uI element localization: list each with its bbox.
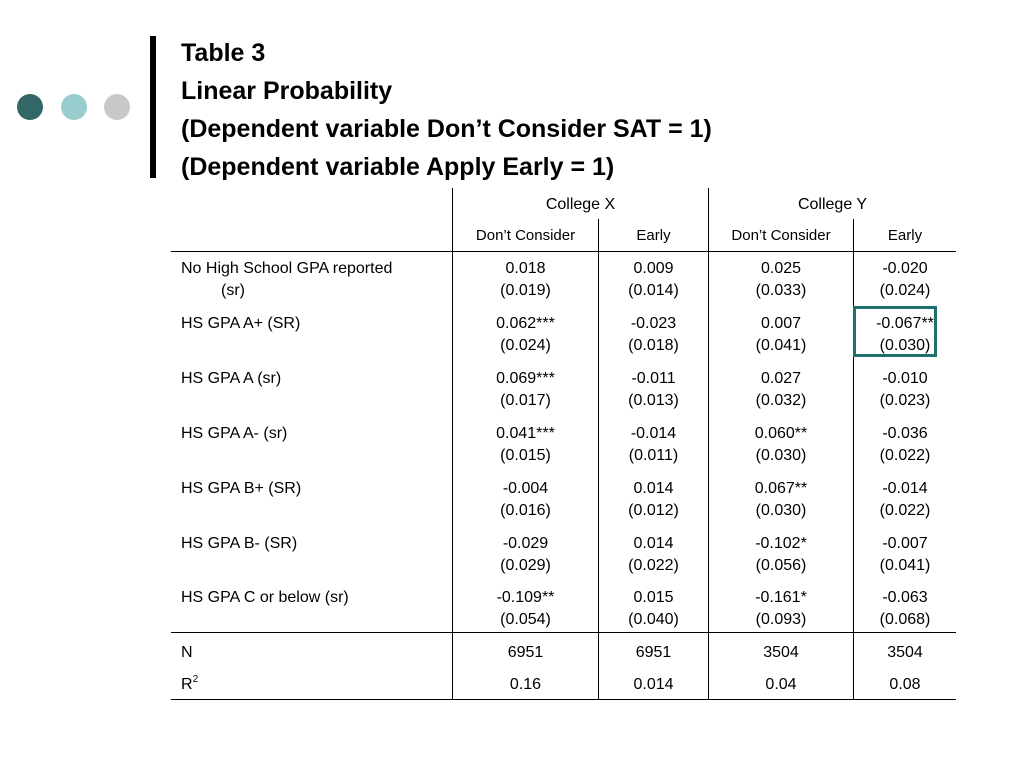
table-rule-header	[171, 251, 956, 252]
decor-dot-teal	[61, 94, 87, 120]
coef-cell	[599, 258, 708, 302]
coef-value: 0.009	[633, 260, 674, 277]
coef-value: -0.010	[882, 370, 928, 387]
coef-value: 0.007	[760, 315, 802, 332]
coef-cell	[599, 478, 708, 522]
coef-value: 0.015	[633, 589, 674, 606]
row-label	[181, 258, 392, 302]
coef-cell	[854, 478, 956, 522]
coef-cell	[453, 478, 598, 522]
coef-cell	[599, 313, 708, 357]
coef-cell	[854, 368, 956, 412]
title-accent-bar	[150, 36, 156, 178]
row-label-text: HS GPA A- (sr)	[181, 425, 288, 442]
coef-cell	[709, 478, 853, 522]
coef-value: -0.161*	[755, 589, 807, 606]
subheader-x-early: Early	[636, 227, 671, 244]
coef-value: -0.109**	[496, 589, 555, 606]
row-label-text: HS GPA A+ (SR)	[181, 315, 301, 332]
n-value: 6951	[507, 644, 544, 661]
coef-value: -0.102*	[755, 535, 807, 552]
title-line-4: (Dependent variable Apply Early = 1)	[181, 153, 615, 181]
se-value: (0.056)	[755, 557, 807, 574]
coef-cell	[854, 533, 956, 577]
se-value: (0.015)	[500, 447, 551, 464]
se-value: (0.016)	[500, 502, 551, 519]
se-value: (0.030)	[879, 337, 931, 354]
coef-value: 0.069***	[496, 370, 555, 387]
highlight-box	[853, 306, 937, 357]
coef-value: 0.014	[633, 480, 674, 497]
r2-label	[181, 674, 198, 696]
coef-cell	[709, 533, 853, 577]
coef-value: 0.014	[633, 535, 674, 552]
coef-value: 0.067**	[754, 480, 808, 497]
coef-cell	[709, 313, 853, 357]
table-rule-bottom	[171, 699, 956, 700]
slide-title	[181, 34, 712, 186]
se-value: (0.041)	[879, 557, 931, 574]
coef-value: -0.007	[882, 535, 928, 552]
coef-value: -0.004	[502, 480, 549, 497]
coef-cell	[599, 587, 708, 631]
r2-value: 0.16	[509, 676, 542, 693]
se-value: (0.033)	[755, 282, 807, 299]
coef-cell	[854, 587, 956, 631]
coef-value: -0.036	[882, 425, 928, 442]
coef-cell	[453, 368, 598, 412]
subheader-y-dont-consider: Don’t Consider	[731, 227, 831, 244]
row-label-text: HS GPA B+ (SR)	[181, 480, 302, 497]
r2-letter: R	[181, 676, 193, 693]
title-line-1: Table 3	[181, 39, 266, 67]
se-value: (0.017)	[500, 392, 551, 409]
se-value: (0.040)	[628, 611, 679, 628]
se-value: (0.013)	[628, 392, 679, 409]
se-value: (0.012)	[628, 502, 679, 519]
coef-value: -0.020	[882, 260, 928, 277]
subheader-y-early: Early	[887, 227, 923, 244]
coef-value: -0.014	[882, 480, 928, 497]
coef-value: 0.062***	[496, 315, 555, 332]
coef-cell	[453, 258, 598, 302]
coef-value: 0.025	[760, 260, 802, 277]
se-value: (0.030)	[755, 502, 807, 519]
table-rule-stats	[171, 632, 956, 633]
coef-cell	[709, 258, 853, 302]
coef-cell	[709, 423, 853, 467]
coef-cell	[599, 423, 708, 467]
coef-value: -0.029	[502, 535, 549, 552]
coef-cell	[453, 423, 598, 467]
coef-value: 0.027	[760, 370, 802, 387]
row-label-text: HS GPA A (sr)	[181, 370, 282, 387]
decor-dot-dark	[17, 94, 43, 120]
coef-value: -0.063	[882, 589, 928, 606]
coef-value: 0.041***	[496, 425, 555, 442]
se-value: (0.054)	[500, 611, 551, 628]
se-value: (0.011)	[628, 447, 679, 464]
se-value: (0.093)	[755, 611, 807, 628]
coef-cell	[453, 533, 598, 577]
se-value: (0.024)	[879, 282, 931, 299]
se-value: (0.014)	[628, 282, 679, 299]
coef-cell	[599, 533, 708, 577]
coef-value: 0.018	[505, 260, 546, 277]
title-line-3: (Dependent variable Don’t Consider SAT = 1)	[181, 115, 712, 143]
se-value: (0.019)	[500, 282, 551, 299]
se-value: (0.018)	[628, 337, 679, 354]
coef-cell	[453, 587, 598, 631]
coef-cell	[453, 313, 598, 357]
coef-cell	[709, 587, 853, 631]
se-value: (0.041)	[755, 337, 807, 354]
r2-value: 0.014	[633, 676, 674, 693]
regression-table	[171, 188, 956, 700]
se-value: (0.022)	[628, 557, 679, 574]
r2-value: 0.04	[765, 676, 797, 693]
se-value: (0.024)	[500, 337, 551, 354]
coef-value: -0.011	[631, 370, 676, 387]
subheader-x-dont-consider: Don’t Consider	[475, 227, 576, 244]
se-value: (0.068)	[879, 611, 931, 628]
se-value: (0.022)	[879, 502, 931, 519]
coef-value: -0.023	[630, 315, 677, 332]
n-value: 3504	[763, 644, 799, 661]
coef-value: -0.067**	[876, 315, 934, 332]
r2-superscript: 2	[192, 673, 199, 685]
n-value: 3504	[887, 644, 923, 661]
coef-cell	[709, 368, 853, 412]
coef-cell	[599, 368, 708, 412]
header-college-x: College X	[545, 196, 616, 213]
se-value: (0.029)	[500, 557, 551, 574]
se-value: (0.032)	[755, 392, 807, 409]
se-value: (0.030)	[755, 447, 807, 464]
r2-value: 0.08	[889, 676, 921, 693]
row-label-text: HS GPA C or below (sr)	[181, 589, 349, 606]
decor-dot-gray	[104, 94, 130, 120]
row-label-text: HS GPA B- (SR)	[181, 535, 298, 552]
coef-cell	[854, 258, 956, 302]
title-line-2: Linear Probability	[181, 77, 393, 105]
header-college-y: College Y	[797, 196, 868, 213]
se-value: (0.022)	[879, 447, 931, 464]
coef-cell	[854, 423, 956, 467]
n-label: N	[181, 644, 193, 661]
n-value: 6951	[635, 644, 672, 661]
se-value: (0.023)	[879, 392, 931, 409]
row-label-text: No High School GPA reported	[181, 260, 393, 277]
row-label-sub: (sr)	[221, 282, 245, 299]
coef-value: 0.060**	[754, 425, 808, 442]
coef-value: -0.014	[630, 425, 677, 442]
